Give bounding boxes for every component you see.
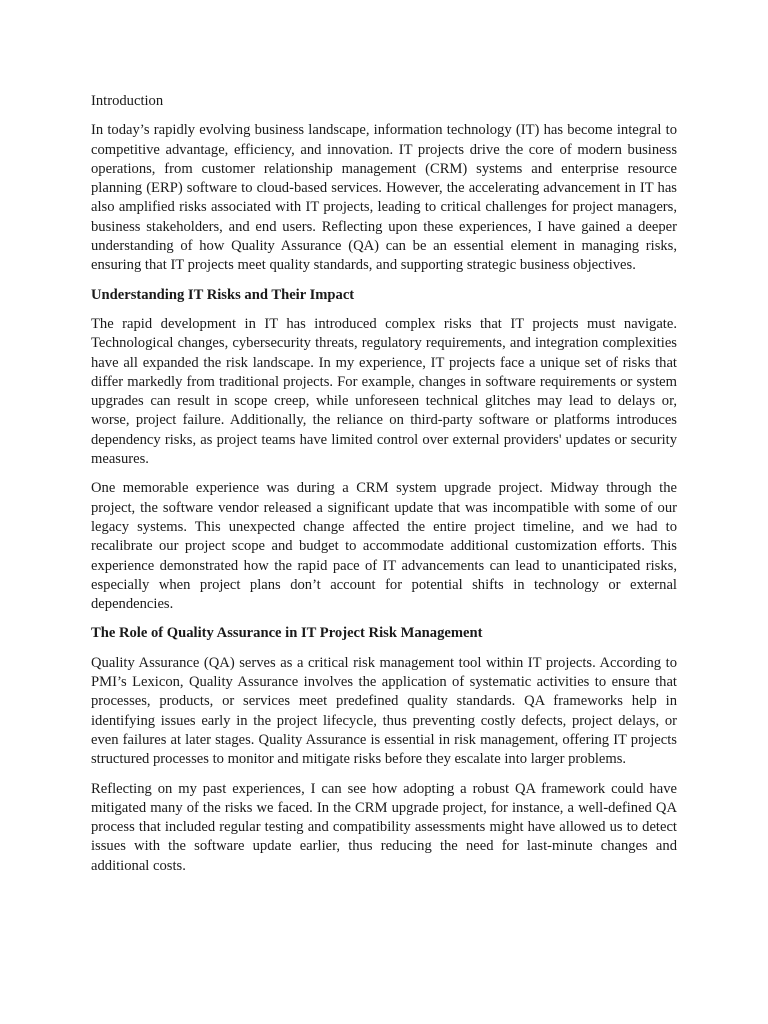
it-risks-paragraph-2: One memorable experience was during a CRM system upgrade project. Midway through the project, the software vendor released a significant update that was incompatible with some of our legacy systems. This unexpected change affected the entire project timeline, and we had to recalibrate our project scope and budget to accommodate additional customization efforts. This experience demonstrated how the rapid pace of IT advancements can lead to unanticipated risks, especially when project plans don’t account for potential shifts in technology or external dependencies. xyxy=(91,480,677,613)
qa-role-paragraph-2: Reflecting on my past experiences, I can see how adopting a robust QA framework could have mitigated many of the risks we faced. In the CRM upgrade project, for instance, a well-defined QA process that included regular testing and compatibility assessments might have allowed us to detect issues with the software update earlier, thus reducing the need for last-minute changes and additional costs. xyxy=(91,780,677,874)
it-risks-paragraph-1: The rapid development in IT has introduced complex risks that IT projects must navigate. Technological changes, cybersecurity threats, regulatory requirements, and integration complexities have all expanded the risk landscape. In my experience, IT projects face a unique set of risks that differ markedly from traditional projects. For example, changes in software requirements or system upgrades can result in scope creep, while unforeseen technical glitches may lead to delays or, worse, project failure. Additionally, the reliance on third-party software or platforms introduces dependency risks, as project teams have limited control over external providers' updates or security measures. xyxy=(91,315,677,468)
qa-role-paragraph-1: Quality Assurance (QA) serves as a critical risk management tool within IT projects. According to PMI’s Lexicon, Quality Assurance involves the application of systematic activities to ensure that processes, products, or services meet predefined quality standards. QA frameworks help in identifying issues early in the project lifecycle, thus preventing costly defects, project delays, or even failures at later stages. Quality Assurance is essential in risk management, offering IT projects structured processes to monitor and mitigate risks before they escalate into larger problems. xyxy=(91,654,677,768)
intro-heading: Introduction xyxy=(91,93,164,109)
intro-paragraph: In today’s rapidly evolving business landscape, information technology (IT) has become integral to competitive advantage, efficiency, and innovation. IT projects drive the core of modern business operations, from customer relationship management (CRM) systems and enterprise resource planning (ERP) software to cloud-based services. However, the accelerating advancement in IT has also amplified risks associated with IT projects, leading to critical challenges for project managers, business stakeholders, and end users. Reflecting upon these experiences, I have gained a deeper understanding of how Quality Assurance (QA) can be an essential element in managing risks, ensuring that IT projects meet quality standards, and supporting strategic business objectives. xyxy=(91,122,677,274)
section-heading-it-risks: Understanding IT Risks and Their Impact xyxy=(91,286,355,303)
document-page xyxy=(91,92,677,886)
section-heading-qa-role: The Role of Quality Assurance in IT Project Risk Management xyxy=(91,625,483,642)
